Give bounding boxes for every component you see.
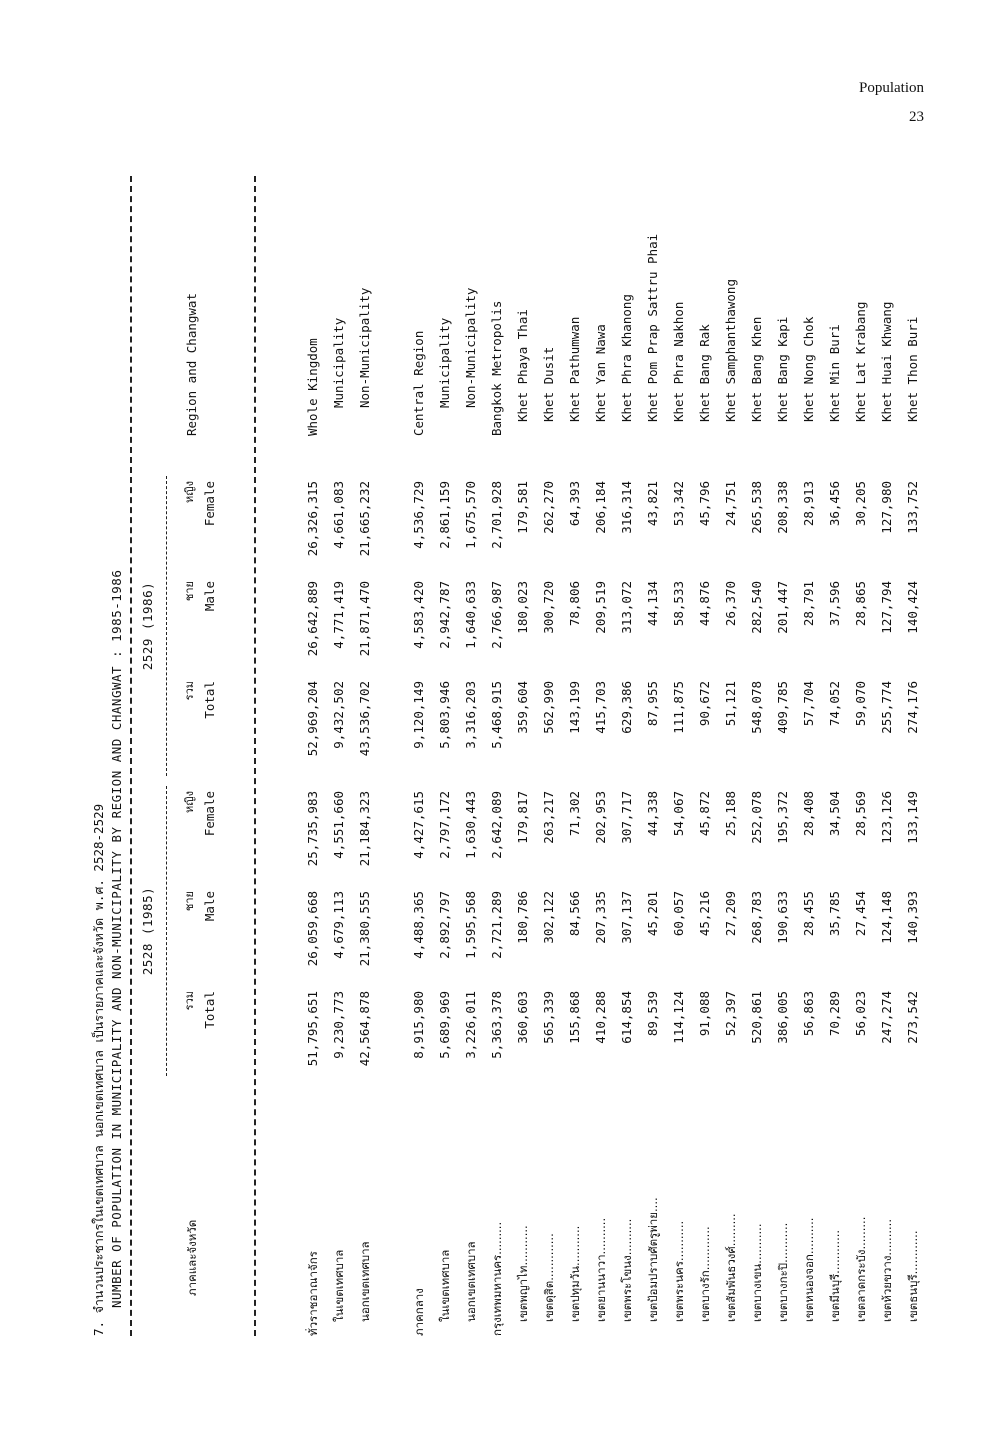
cell-female-1986: 208,338 [775,481,790,534]
cell-region-english: Central Region [411,330,426,436]
cell-total-1986: 87,955 [645,681,660,727]
cell-male-1985: 45,216 [697,891,712,937]
cell-female-1986: 133,752 [905,481,920,534]
cell-male-1986: 28,865 [853,581,868,627]
cell-region-thai: เขตบางเขน........... [750,1223,764,1322]
cell-total-1985: 56,023 [853,991,868,1037]
section-title: Population [858,80,924,96]
cell-male-1986: 58,533 [671,581,686,627]
header-male-label: Male [202,581,217,612]
cell-region-english: Khet Huai Khwang [879,301,894,422]
cell-female-1985: 195,372 [775,791,790,844]
cell-region-english: Khet Bang Rak [697,324,712,422]
cell-female-1986: 316,314 [619,481,634,534]
cell-total-1985: 9,230,773 [331,991,346,1059]
cell-male-1986: 37,596 [827,581,842,627]
table-row [588,176,614,1336]
header-total-label: Total [202,681,217,719]
cell-total-1986: 409,785 [775,681,790,734]
cell-total-1986: 74,052 [827,681,842,727]
cell-region-thai: เขตสัมพันธวงศ์......... [724,1213,738,1322]
header-year-1986: 2529 (1986) [140,581,155,671]
cell-total-1985: 386,005 [775,991,790,1044]
cell-female-1986: 26,326,315 [305,481,320,557]
cell-female-1986: 43,821 [645,481,660,527]
cell-female-1985: 54,067 [671,791,686,837]
cell-female-1986: 2,861,159 [437,481,452,549]
cell-region-thai: เขตลาดกระบัง......... [854,1216,868,1322]
cell-female-1986: 179,581 [515,481,530,534]
cell-region-thai: เขตพระโขนง.......... [620,1218,634,1322]
cell-region-english: Khet Thon Buri [905,316,920,422]
cell-total-1986: 562,990 [541,681,556,734]
cell-region-thai: ในเขตเทศบาล [438,1249,452,1322]
cell-total-1985: 614,854 [619,991,634,1044]
cell-total-1986: 90,672 [697,681,712,727]
cell-total-1985: 247,274 [879,991,894,1044]
cell-male-1985: 302,122 [541,891,556,944]
cell-female-1986: 1,675,570 [463,481,478,549]
cell-female-1985: 28,408 [801,791,816,837]
cell-total-1985: 565,339 [541,991,556,1044]
cell-region-thai: เขตบางกะปิ........... [776,1222,790,1322]
header-female-thai: หญิง [183,481,196,503]
cell-male-1985: 190,633 [775,891,790,944]
header-total-label: Total [202,991,217,1029]
cell-male-1986: 313,072 [619,581,634,634]
cell-region-english: Municipality [331,317,346,408]
cell-female-1986: 4,661,083 [331,481,346,549]
cell-male-1985: 180,786 [515,891,530,944]
cell-total-1985: 51,795,651 [305,991,320,1067]
cell-female-1985: 45,872 [697,791,712,837]
header-total-thai: รวม [183,991,196,1011]
cell-female-1986: 206,184 [593,481,608,534]
cell-male-1986: 2,766,987 [489,581,504,649]
cell-region-english: Bangkok Metropolis [489,300,504,436]
cell-total-1985: 5,363,378 [489,991,504,1059]
cell-total-1986: 255,774 [879,681,894,734]
table-title [90,176,126,1336]
table-row [432,176,458,1336]
cell-total-1985: 410,288 [593,991,608,1044]
cell-region-thai: ภาคกลาง [412,1288,426,1336]
cell-total-1985: 52,397 [723,991,738,1037]
cell-region-thai: เขตพระนคร........... [672,1220,686,1322]
cell-female-1985: 25,188 [723,791,738,837]
cell-female-1986: 30,205 [853,481,868,527]
cell-male-1986: 4,583,420 [411,581,426,649]
cell-female-1985: 34,504 [827,791,842,837]
table-row [796,176,822,1336]
cell-total-1985: 89,539 [645,991,660,1037]
table-row [326,176,352,1336]
cell-total-1985: 3,226,011 [463,991,478,1059]
cell-region-english: Municipality [437,317,452,408]
rule-1986 [166,476,167,776]
cell-male-1986: 2,942,787 [437,581,452,649]
cell-female-1986: 24,751 [723,481,738,527]
header-male-label: Male [202,891,217,922]
cell-total-1985: 91,088 [697,991,712,1037]
cell-female-1986: 127,980 [879,481,894,534]
cell-region-thai: เขตมีนบุรี............ [828,1229,842,1322]
cell-male-1986: 180,023 [515,581,530,634]
table-row [900,176,926,1336]
header-bottom-rule [254,176,256,1336]
cell-male-1985: 21,380,555 [357,891,372,967]
cell-total-1986: 5,803,946 [437,681,452,749]
cell-female-1986: 4,536,729 [411,481,426,549]
cell-region-thai: ทั่วราชอาณาจักร [306,1251,320,1336]
header-male-1986 [180,581,220,671]
table-row [744,176,770,1336]
cell-female-1985: 4,551,660 [331,791,346,859]
header-male-1985 [180,891,220,981]
header-region-thai: ภาคและจังหวัด [185,1219,199,1296]
cell-region-english: Khet Yan Nawa [593,324,608,422]
cell-total-1985: 42,564,878 [357,991,372,1067]
cell-total-1986: 111,875 [671,681,686,734]
table-row [640,176,666,1336]
cell-total-1986: 629,386 [619,681,634,734]
cell-region-english: Khet Pom Prap Sattru Phai [645,233,660,422]
table-row [666,176,692,1336]
cell-male-1986: 127,794 [879,581,894,634]
cell-male-1986: 26,370 [723,581,738,627]
cell-total-1986: 52,969,204 [305,681,320,757]
cell-male-1985: 2,892,797 [437,891,452,959]
cell-female-1985: 44,338 [645,791,660,837]
table-row [406,176,432,1336]
table-row [536,176,562,1336]
cell-region-thai: เขตหนองจอก.......... [802,1217,816,1322]
statistical-table [91,176,930,1336]
cell-female-1985: 2,797,172 [437,791,452,859]
header-total-1985 [180,991,220,1081]
cell-female-1985: 1,630,443 [463,791,478,859]
page-number: 23 [909,108,924,125]
cell-total-1985: 70,289 [827,991,842,1037]
cell-male-1985: 27,209 [723,891,738,937]
cell-male-1986: 28,791 [801,581,816,627]
header-female-1985 [180,791,220,881]
cell-male-1986: 282,540 [749,581,764,634]
cell-female-1986: 28,913 [801,481,816,527]
cell-region-thai: เขตยานนาวา.......... [594,1217,608,1322]
cell-female-1986: 53,342 [671,481,686,527]
cell-male-1986: 26,642,889 [305,581,320,657]
cell-region-thai: ในเขตเทศบาล [332,1249,346,1322]
cell-region-english: Khet Bang Kapi [775,316,790,422]
cell-region-thai: เขตธนบุรี............ [906,1230,920,1322]
cell-region-english: Khet Min Buri [827,324,842,422]
header-region-english: Region and Changwat [184,293,199,436]
cell-female-1985: 263,217 [541,791,556,844]
table-row [458,176,484,1336]
cell-male-1985: 207,335 [593,891,608,944]
cell-total-1985: 5,689,969 [437,991,452,1059]
cell-total-1986: 5,468,915 [489,681,504,749]
cell-female-1986: 36,456 [827,481,842,527]
cell-female-1985: 202,953 [593,791,608,844]
cell-male-1986: 209,519 [593,581,608,634]
table-row [484,176,510,1336]
cell-region-thai: เขตป้อมปราบศัตรูพ่าย.... [646,1197,660,1322]
table-row [352,176,378,1336]
title-english: NUMBER OF POPULATION IN MUNICIPALITY AND NON-MUNICIPALITY BY REGION AND CHANGWAT : 1985-1986 [109,569,124,1308]
cell-total-1986: 359,604 [515,681,530,734]
cell-female-1985: 28,569 [853,791,868,837]
cell-region-english: Khet Lat Krabang [853,301,868,422]
cell-male-1985: 4,488,365 [411,891,426,959]
page-header [859,74,924,131]
cell-region-english: Whole Kingdom [305,338,320,436]
cell-total-1986: 51,121 [723,681,738,727]
header-year-1985: 2528 (1985) [140,886,155,976]
cell-region-english: Khet Phra Khanong [619,294,634,422]
header-male-thai: ชาย [183,891,196,912]
cell-total-1986: 43,536,702 [357,681,372,757]
cell-total-1985: 360,603 [515,991,530,1044]
cell-total-1985: 155,868 [567,991,582,1044]
cell-male-1985: 268,783 [749,891,764,944]
cell-male-1986: 78,806 [567,581,582,627]
cell-region-english: Non-Municipality [463,287,478,408]
cell-region-thai: เขตปทุมวัน........... [568,1225,582,1322]
cell-male-1985: 26,059,668 [305,891,320,967]
table-row [770,176,796,1336]
cell-male-1986: 140,424 [905,581,920,634]
cell-female-1985: 2,642,089 [489,791,504,859]
table-row [614,176,640,1336]
table-row [718,176,744,1336]
table-row [874,176,900,1336]
header-total-thai: รวม [183,681,196,701]
cell-total-1985: 520,861 [749,991,764,1044]
cell-female-1986: 21,665,232 [357,481,372,557]
header-female-label: Female [202,481,217,527]
cell-male-1985: 4,679,113 [331,891,346,959]
cell-region-english: Khet Samphanthawong [723,279,738,422]
cell-region-english: Khet Nong Chok [801,316,816,422]
cell-total-1986: 415,703 [593,681,608,734]
table-row [510,176,536,1336]
cell-total-1986: 9,120,149 [411,681,426,749]
cell-total-1986: 59,070 [853,681,868,727]
header-female-label: Female [202,791,217,837]
table-row [848,176,874,1336]
title-thai: 7. จำนวนประชากรในเขตเทศบาล นอกเขตเทศบาล เป็นรายภาคและจังหวัด พ.ศ. 2528-2529 [91,803,106,1336]
cell-region-english: Khet Pathumwan [567,316,582,422]
cell-male-1985: 35,785 [827,891,842,937]
cell-total-1985: 8,915,980 [411,991,426,1059]
header-total-1986 [180,681,220,771]
cell-female-1986: 2,701,928 [489,481,504,549]
header-male-thai: ชาย [183,581,196,602]
table-row [300,176,326,1336]
cell-region-thai: เขตห้วยขวาง.......... [880,1219,894,1322]
cell-male-1986: 201,447 [775,581,790,634]
rule-1985 [166,786,167,1076]
cell-male-1985: 28,455 [801,891,816,937]
cell-total-1986: 3,316,203 [463,681,478,749]
cell-male-1985: 2,721,289 [489,891,504,959]
cell-male-1985: 45,201 [645,891,660,937]
cell-male-1985: 140,393 [905,891,920,944]
cell-female-1986: 265,538 [749,481,764,534]
cell-total-1985: 114,124 [671,991,686,1044]
cell-male-1986: 44,876 [697,581,712,627]
cell-male-1986: 1,640,633 [463,581,478,649]
table-row [822,176,848,1336]
cell-total-1986: 143,199 [567,681,582,734]
cell-region-english: Khet Phaya Thai [515,309,530,422]
cell-region-thai: เขตบางรัก............ [698,1226,712,1322]
cell-total-1986: 548,078 [749,681,764,734]
cell-female-1985: 21,184,323 [357,791,372,867]
cell-female-1986: 64,393 [567,481,582,527]
cell-female-1986: 262,270 [541,481,556,534]
cell-region-thai: เขตพญาไท........... [516,1225,530,1322]
cell-female-1985: 25,735,983 [305,791,320,867]
cell-female-1985: 133,149 [905,791,920,844]
cell-total-1985: 56,863 [801,991,816,1037]
header-female-thai: หญิง [183,791,196,813]
cell-region-english: Khet Bang Khen [749,316,764,422]
cell-total-1986: 57,704 [801,681,816,727]
cell-region-thai: นอกเขตเทศบาล [358,1241,372,1322]
cell-male-1986: 300,720 [541,581,556,634]
cell-region-thai: กรุงเทพมหานคร......... [490,1221,504,1336]
cell-male-1985: 1,595,568 [463,891,478,959]
cell-female-1985: 4,427,615 [411,791,426,859]
cell-female-1986: 45,796 [697,481,712,527]
cell-female-1985: 71,302 [567,791,582,837]
cell-male-1985: 84,566 [567,891,582,937]
table-row [692,176,718,1336]
cell-total-1986: 9,432,502 [331,681,346,749]
cell-male-1986: 4,771,419 [331,581,346,649]
cell-female-1985: 179,817 [515,791,530,844]
cell-male-1985: 307,137 [619,891,634,944]
cell-total-1985: 273,542 [905,991,920,1044]
cell-region-english: Khet Dusit [541,346,556,422]
cell-male-1985: 27,454 [853,891,868,937]
cell-male-1986: 21,871,470 [357,581,372,657]
cell-female-1985: 307,717 [619,791,634,844]
table-row [562,176,588,1336]
cell-region-english: Khet Phra Nakhon [671,301,686,422]
cell-region-thai: นอกเขตเทศบาล [464,1241,478,1322]
cell-male-1985: 124,148 [879,891,894,944]
top-rule [130,176,132,1336]
cell-female-1985: 252,078 [749,791,764,844]
cell-male-1985: 60,057 [671,891,686,937]
cell-male-1986: 44,134 [645,581,660,627]
cell-female-1985: 123,126 [879,791,894,844]
cell-region-english: Non-Municipality [357,287,372,408]
cell-total-1986: 274,176 [905,681,920,734]
cell-region-thai: เขตดุสิต............. [542,1233,556,1322]
header-female-1986 [180,481,220,571]
